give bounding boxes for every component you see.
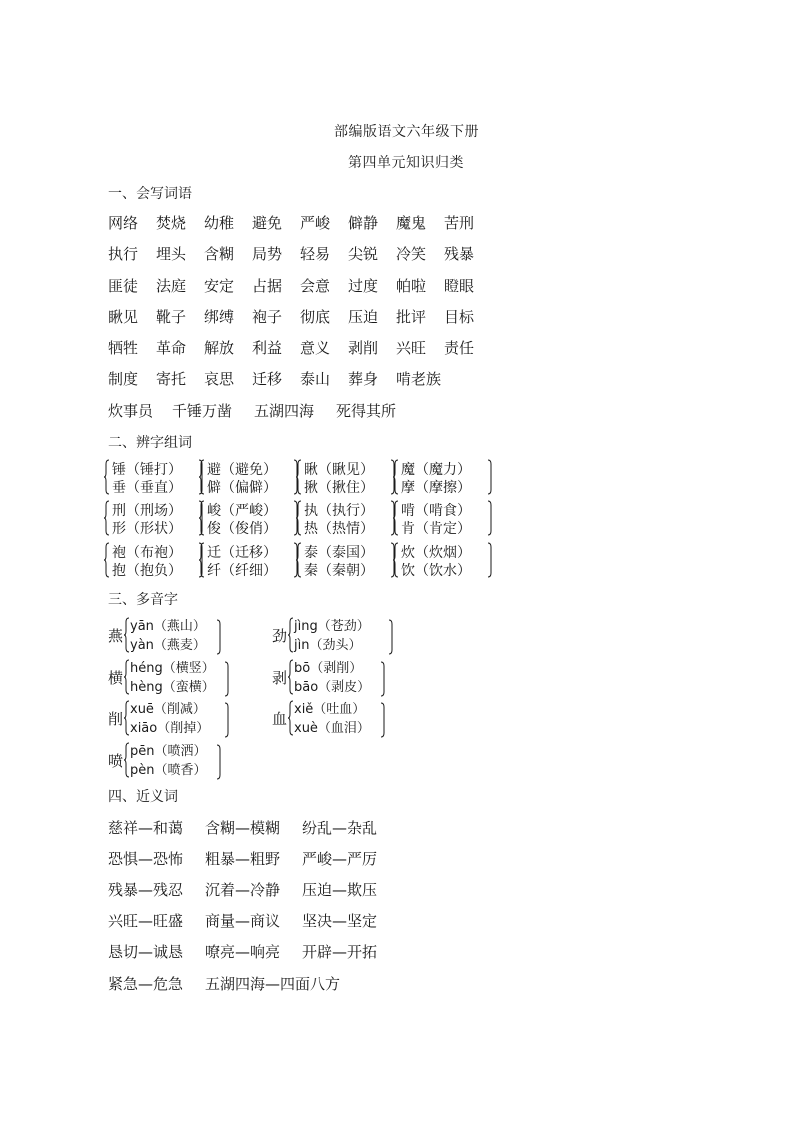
word-row xyxy=(108,275,492,297)
polyphone-char: 横 xyxy=(108,669,124,687)
pinyin-reading: jìn（劲头） xyxy=(294,638,362,653)
pair-word: 袍（布袍） xyxy=(112,545,182,561)
word-item: 哀思 xyxy=(204,370,235,388)
pair-word: 执（执行） xyxy=(304,503,374,519)
word-item: 占据 xyxy=(252,277,283,295)
brace-right-icon xyxy=(380,661,386,695)
word-row xyxy=(108,368,460,390)
synonym-pair: 坚决—坚定 xyxy=(302,912,378,930)
document-subtitle: 第四单元知识归类 xyxy=(348,155,464,171)
word-item: 焚烧 xyxy=(156,214,187,232)
brace-left-icon xyxy=(393,542,399,578)
polyphone-char: 血 xyxy=(272,710,288,728)
pair-word: 炊（炊烟） xyxy=(401,545,471,561)
char-pair xyxy=(203,500,299,538)
brace-right-icon xyxy=(487,542,493,578)
word-item: 袍子 xyxy=(252,308,283,326)
brace-left-icon xyxy=(104,459,110,495)
synonym-row xyxy=(108,848,399,869)
synonym-pair: 残暴—残忍 xyxy=(108,881,184,899)
word-item: 五湖四海 xyxy=(254,402,315,420)
word-item: 瞅见 xyxy=(108,308,139,326)
pair-word: 秦（秦朝） xyxy=(304,563,374,579)
pinyin-reading: xuē（削减） xyxy=(130,702,206,717)
word-item: 责任 xyxy=(444,339,475,357)
word-item: 残暴 xyxy=(444,245,475,263)
word-item: 苦刑 xyxy=(444,214,475,232)
word-item: 尖锐 xyxy=(348,245,379,263)
polyphone-char: 剥 xyxy=(272,669,288,687)
char-pair xyxy=(108,500,204,538)
synonym-pair: 粗暴—粗野 xyxy=(205,850,281,868)
word-item: 局势 xyxy=(252,245,283,263)
polyphone-item xyxy=(272,615,394,657)
word-item: 幼稚 xyxy=(204,214,235,232)
word-item: 解放 xyxy=(204,339,235,357)
word-item: 死得其所 xyxy=(336,402,397,420)
pinyin-reading: xiě（吐血） xyxy=(294,702,366,717)
synonym-row xyxy=(108,879,399,900)
pinyin-reading: xuè（血泪） xyxy=(294,721,370,736)
word-item: 靴子 xyxy=(156,308,187,326)
char-pair xyxy=(108,459,204,497)
synonym-pair: 恳切—诚恳 xyxy=(108,943,184,961)
char-pair xyxy=(397,459,493,497)
char-pair xyxy=(203,542,299,580)
brace-right-icon xyxy=(487,459,493,495)
word-item: 目标 xyxy=(444,308,475,326)
brace-left-icon xyxy=(393,500,399,536)
brace-left-icon xyxy=(296,542,302,578)
synonym-pair: 紧急—危急 xyxy=(108,975,184,993)
pair-word: 魔（魔力） xyxy=(401,462,471,478)
polyphone-item xyxy=(108,657,230,699)
word-item: 法庭 xyxy=(156,277,187,295)
polyphone-char: 劲 xyxy=(272,627,288,645)
word-item: 寄托 xyxy=(156,370,187,388)
synonym-row xyxy=(108,817,399,838)
pair-word: 泰（泰国） xyxy=(304,545,374,561)
pair-word: 纤（纤细） xyxy=(207,563,277,579)
word-item: 瞪眼 xyxy=(444,277,475,295)
synonym-pair: 压迫—欺压 xyxy=(302,881,378,899)
synonym-pair: 兴旺—旺盛 xyxy=(108,912,184,930)
pair-word: 峻（严峻） xyxy=(207,503,277,519)
pair-word: 饮（饮水） xyxy=(401,563,471,579)
pinyin-reading: jìng（苍劲） xyxy=(294,619,370,634)
word-item: 僻静 xyxy=(348,214,379,232)
polyphone-item xyxy=(108,740,222,782)
pinyin-reading: hèng（蛮横） xyxy=(130,680,215,695)
synonym-pair: 五湖四海—四面八方 xyxy=(205,975,341,993)
synonym-pair: 严峻—严厉 xyxy=(302,850,378,868)
word-item: 葬身 xyxy=(348,370,379,388)
word-item: 执行 xyxy=(108,245,139,263)
synonym-pair: 沉着—冷静 xyxy=(205,881,281,899)
polyphone-item xyxy=(108,615,222,657)
brace-right-icon xyxy=(216,744,222,778)
word-item: 轻易 xyxy=(300,245,331,263)
pinyin-reading: bō（剥削） xyxy=(294,661,363,676)
document-title: 部编版语文六年级下册 xyxy=(334,124,479,140)
brace-right-icon xyxy=(487,500,493,536)
polyphone-item xyxy=(108,698,230,740)
pinyin-reading: xiāo（削掉） xyxy=(130,721,210,736)
word-item: 冷笑 xyxy=(396,245,427,263)
polyphone-char: 燕 xyxy=(108,627,124,645)
synonym-pair: 商量—商议 xyxy=(205,912,281,930)
char-pair xyxy=(300,542,396,580)
brace-left-icon xyxy=(199,500,205,536)
synonym-row xyxy=(108,973,385,994)
brace-right-icon xyxy=(216,619,222,653)
word-item: 泰山 xyxy=(300,370,331,388)
word-row xyxy=(108,243,492,265)
pair-word: 揪（揪住） xyxy=(304,480,374,496)
word-item: 压迫 xyxy=(348,308,379,326)
word-item: 埋头 xyxy=(156,245,187,263)
word-item: 剥削 xyxy=(348,339,379,357)
char-pair xyxy=(397,542,493,580)
pinyin-reading: yàn（燕麦） xyxy=(130,638,206,653)
word-item: 彻底 xyxy=(300,308,331,326)
pinyin-reading: pēn（喷洒） xyxy=(130,744,207,759)
char-pair xyxy=(397,500,493,538)
word-item: 绑缚 xyxy=(204,308,235,326)
char-pair xyxy=(300,459,396,497)
char-pair xyxy=(300,500,396,538)
word-item: 批评 xyxy=(396,308,427,326)
word-item: 利益 xyxy=(252,339,283,357)
word-row xyxy=(108,306,492,328)
pair-word: 热（热情） xyxy=(304,521,374,537)
synonym-pair: 含糊—模糊 xyxy=(205,819,281,837)
pair-word: 迁（迁移） xyxy=(207,545,277,561)
word-item: 制度 xyxy=(108,370,139,388)
char-pair xyxy=(203,459,299,497)
word-item: 牺牲 xyxy=(108,339,139,357)
word-item: 兴旺 xyxy=(396,339,427,357)
word-item: 炊事员 xyxy=(108,402,154,420)
polyphone-char: 削 xyxy=(108,710,124,728)
pair-word: 抱（抱负） xyxy=(112,563,182,579)
word-item: 避免 xyxy=(252,214,283,232)
brace-right-icon xyxy=(380,702,386,736)
brace-left-icon xyxy=(296,459,302,495)
synonym-pair: 慈祥—和蔼 xyxy=(108,819,184,837)
brace-right-icon xyxy=(224,661,230,695)
pair-word: 避（避免） xyxy=(207,462,277,478)
section-heading-polyphones: 三、多音字 xyxy=(108,592,178,608)
pair-word: 垂（垂直） xyxy=(112,480,182,496)
word-item: 匪徒 xyxy=(108,277,139,295)
synonym-pair: 恐惧—恐怖 xyxy=(108,850,184,868)
word-item: 含糊 xyxy=(204,245,235,263)
word-row xyxy=(108,400,418,422)
brace-left-icon xyxy=(296,500,302,536)
brace-left-icon xyxy=(104,542,110,578)
pair-word: 肯（肯定） xyxy=(401,521,471,537)
polyphone-item xyxy=(272,657,386,699)
synonym-pair: 开辟—开拓 xyxy=(302,943,378,961)
pair-word: 刑（刑场） xyxy=(112,503,182,519)
polyphone-item xyxy=(272,698,386,740)
word-item: 千锤万凿 xyxy=(172,402,233,420)
pair-word: 形（形状） xyxy=(112,521,182,537)
pinyin-reading: bāo（剥皮） xyxy=(294,680,371,695)
pinyin-reading: héng（横竖） xyxy=(130,661,215,676)
pair-word: 锤（锤打） xyxy=(112,462,182,478)
word-item: 严峻 xyxy=(300,214,331,232)
word-item: 帕啦 xyxy=(396,277,427,295)
brace-right-icon xyxy=(224,702,230,736)
brace-left-icon xyxy=(199,459,205,495)
word-item: 安定 xyxy=(204,277,235,295)
brace-right-icon xyxy=(388,619,394,653)
pair-word: 摩（摩擦） xyxy=(401,480,471,496)
synonym-row xyxy=(108,941,399,962)
pinyin-reading: yān（燕山） xyxy=(130,619,206,634)
section-heading-distinguish: 二、辨字组词 xyxy=(108,435,192,451)
brace-left-icon xyxy=(104,500,110,536)
word-item: 啃老族 xyxy=(396,370,442,388)
section-heading-write-words: 一、会写词语 xyxy=(108,186,192,202)
pinyin-reading: pèn（喷香） xyxy=(130,763,207,778)
pair-word: 瞅（瞅见） xyxy=(304,462,374,478)
synonym-pair: 嘹亮—响亮 xyxy=(205,943,281,961)
word-item: 会意 xyxy=(300,277,331,295)
brace-left-icon xyxy=(199,542,205,578)
pair-word: 僻（偏僻） xyxy=(207,480,277,496)
word-item: 网络 xyxy=(108,214,139,232)
word-item: 迁移 xyxy=(252,370,283,388)
synonym-row xyxy=(108,910,399,931)
pair-word: 啃（啃食） xyxy=(401,503,471,519)
section-heading-synonyms: 四、近义词 xyxy=(108,789,178,805)
word-row xyxy=(108,212,492,234)
word-row xyxy=(108,337,492,359)
polyphone-char: 喷 xyxy=(108,752,124,770)
word-item: 意义 xyxy=(300,339,331,357)
brace-left-icon xyxy=(393,459,399,495)
word-item: 革命 xyxy=(156,339,187,357)
pair-word: 俊（俊俏） xyxy=(207,521,277,537)
synonym-pair: 纷乱—杂乱 xyxy=(302,819,378,837)
word-item: 过度 xyxy=(348,277,379,295)
char-pair xyxy=(108,542,204,580)
word-item: 魔鬼 xyxy=(396,214,427,232)
